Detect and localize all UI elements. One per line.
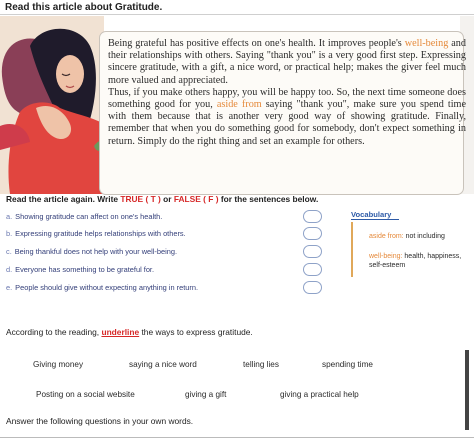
phrase-item[interactable]: giving a practical help xyxy=(280,390,359,399)
instr-suffix: for the sentences below. xyxy=(218,194,319,204)
statement-text: Everyone has something to be grateful for. xyxy=(15,265,155,274)
statement-e xyxy=(6,283,198,292)
statement-letter: d. xyxy=(6,265,13,274)
phrase-item[interactable]: telling lies xyxy=(243,360,279,369)
divider xyxy=(0,437,474,438)
article-highlight-well-being: well-being xyxy=(404,38,449,49)
statement-c xyxy=(6,247,177,256)
statement-letter: c. xyxy=(6,247,12,256)
false-label: FALSE ( F ) xyxy=(173,194,219,204)
vocab-definition: health, happiness, xyxy=(402,253,462,260)
vocabulary-title: Vocabulary xyxy=(351,210,399,220)
hug-illustration xyxy=(0,16,104,194)
answer-oval-b[interactable] xyxy=(303,227,322,240)
section2-suffix: the ways to express gratitude. xyxy=(139,327,253,337)
statement-text: Being thankful does not help with your well-being. xyxy=(14,247,178,256)
phrase-item[interactable]: spending time xyxy=(322,360,373,369)
article-p1-a: Being grateful has positive effects on one's health. It improves people's xyxy=(108,38,405,49)
statement-letter: a. xyxy=(6,212,13,221)
underline-keyword: underline xyxy=(101,327,140,337)
statement-a xyxy=(6,212,162,221)
true-label: TRUE ( T ) xyxy=(120,194,161,204)
instr-prefix: Read the article again. Write xyxy=(6,194,121,204)
vocabulary-box xyxy=(351,210,474,280)
true-false-instruction xyxy=(6,194,318,204)
page-heading: Read this article about Gratitude. xyxy=(5,2,163,13)
instr-or: or xyxy=(160,194,174,204)
article-highlight-aside-from: aside from xyxy=(216,99,262,111)
page-edge-bar xyxy=(465,350,469,430)
phrase-item[interactable]: Giving money xyxy=(33,360,84,369)
statement-letter: b. xyxy=(6,229,13,238)
answer-oval-d[interactable] xyxy=(303,263,322,276)
vocab-term: well-being: xyxy=(369,253,403,260)
vocab-well-being-cont: self-esteem xyxy=(369,262,406,269)
answer-oval-a[interactable] xyxy=(303,210,322,223)
statement-d xyxy=(6,265,154,274)
vocab-definition: not including xyxy=(403,233,445,240)
statement-text: People should give without expecting anything in return. xyxy=(15,283,199,292)
vocab-term: aside from: xyxy=(369,233,404,240)
statement-text: Showing gratitude can affect on one's health. xyxy=(15,212,163,221)
phrase-item[interactable]: saying a nice word xyxy=(129,360,197,369)
answer-oval-e[interactable] xyxy=(303,281,322,294)
phrase-item[interactable]: giving a gift xyxy=(185,390,227,399)
answer-instruction: Answer the following questions in your own words. xyxy=(6,416,194,426)
article-p2-a: Thus, if you make others happy, you will be happy too. So, the next time someone does something good for you, xyxy=(108,86,466,111)
answer-oval-c[interactable] xyxy=(303,245,322,258)
section2-prefix: According to the reading, xyxy=(6,327,102,337)
statement-text: Expressing gratitude helps relationships with others. xyxy=(15,229,186,238)
phrase-item[interactable]: Posting on a social website xyxy=(36,390,135,399)
vocabulary-divider xyxy=(351,222,353,277)
divider xyxy=(0,14,474,15)
vocab-well-being xyxy=(369,253,461,260)
underline-instruction xyxy=(6,327,253,337)
article-text xyxy=(108,38,466,148)
statement-letter: e. xyxy=(6,283,13,292)
vocab-aside-from xyxy=(369,233,445,240)
hug-illustration-art xyxy=(0,16,104,194)
statement-b xyxy=(6,229,186,238)
article-p2-b: saying "thank you", make sure you spend time with them because that is another very good way of showing gratitude. Finally, remember that when you do something good for somebody, don't expect something in return. Simply do the right thing and set an example for others. xyxy=(108,99,466,147)
article-p1-b: and their relationships with others. Saying "thank you" is a very good first step. Expressing sincere gratitude, with a gift, a nice word, or practical help; makes the giver feel much more valued and appreciated. xyxy=(108,38,466,86)
